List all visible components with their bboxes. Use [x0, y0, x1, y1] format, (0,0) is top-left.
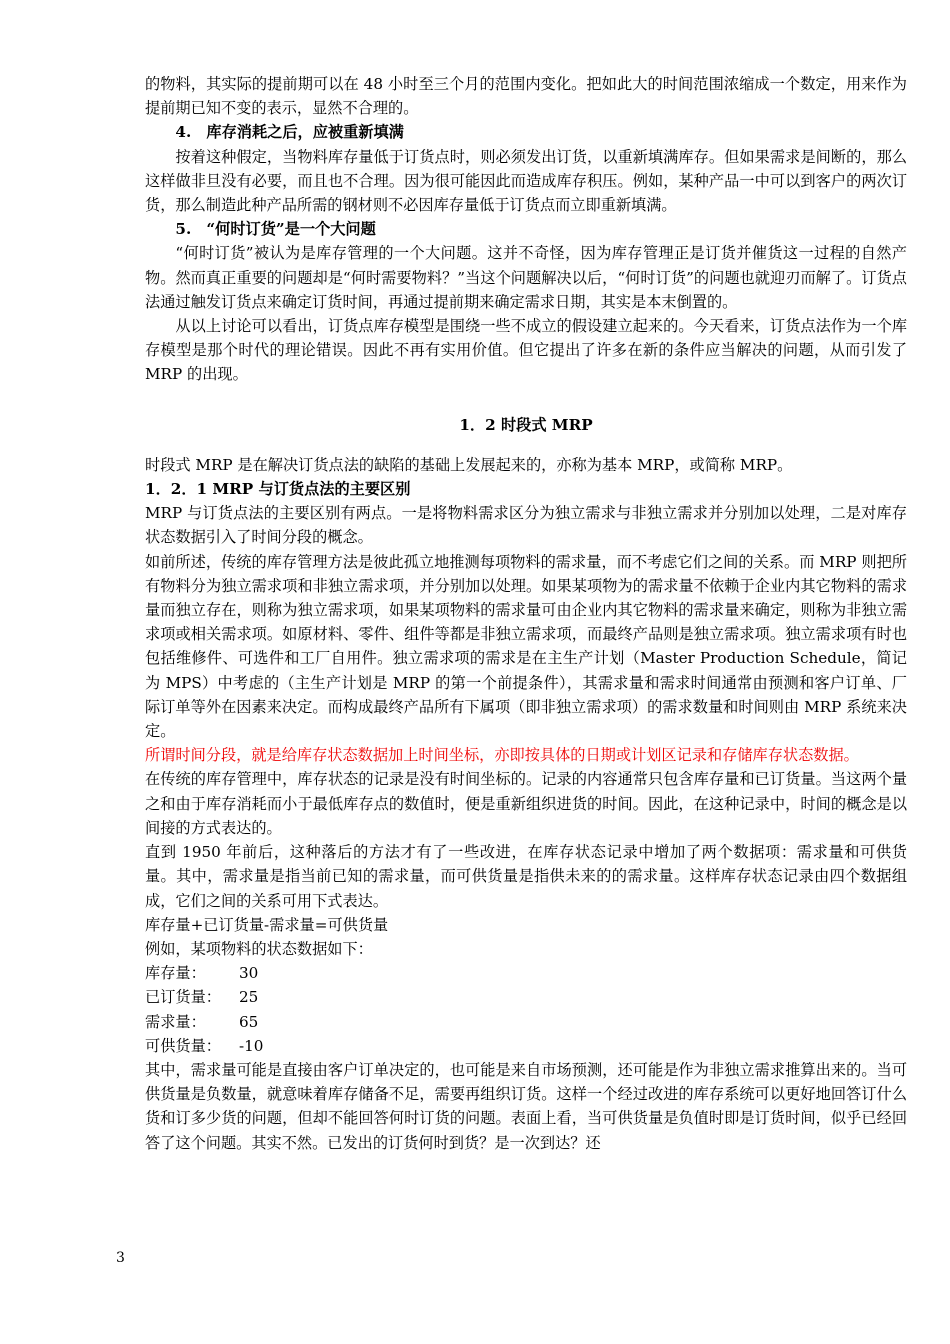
point-5-heading: 5. “何时订货”是一个大问题	[175, 220, 376, 239]
example-value: 65	[239, 1012, 259, 1031]
example-label: 库存量：	[145, 964, 206, 983]
document-page	[145, 72, 907, 1155]
conclusion-paragraph: 从以上讨论可以看出，订货点库存模型是围绕一些不成立的假设建立起来的。今天看来，订货点法作为一个库存模型是那个时代的理论错误。因此不再有实用价值。但它提出了许多在新的条件应当解决的问题，从而引发了 MRP 的出现。	[145, 317, 907, 384]
example-row	[145, 1034, 907, 1058]
page-number: 3	[116, 1250, 125, 1266]
example-intro: 例如，某项物料的状态数据如下：	[145, 939, 373, 958]
body-paragraph: 其中，需求量可能是直接由客户订单决定的，也可能是来自市场预测，还可能是作为非独立需求推算出来的。当可供货量是负数量，就意味着库存储备不足，需要再组织订货。这样一个经过改进的库存系统可以更好地回答订什么货和订多少货的问题，但却不能回答何时订货的问题。表面上看，当可供货量是负值时即是订货时间，似乎已经回答了这个问题。其实不然。已发出的订货何时到货？是一次到达？还	[145, 1060, 907, 1152]
body-paragraph: 直到 1950 年前后，这种落后的方法才有了一些改进，在库存状态记录中增加了两个数据项：需求量和可供货量。其中，需求量是指当前已知的需求量，而可供货量是指供未来的的需求量。这样库存状态记录由四个数据组成，它们之间的关系可用下式表达。	[145, 843, 907, 910]
highlighted-paragraph: 所谓时间分段，就是给库存状态数据加上时间坐标，亦即按具体的日期或计划区记录和存储库存状态数据。	[145, 746, 859, 765]
point-5-body: “何时订货”被认为是库存管理的一个大问题。这并不奇怪，因为库存管理正是订货并催货这一过程的自然产物。然而真正重要的问题却是“何时需要物料？”当这个问题解决以后，“何时订货”的问题也就迎刃而解了。订货点法通过触发订货点来确定订货时间，再通过提前期来确定需求日期，其实是本末倒置的。	[145, 244, 907, 311]
example-row	[145, 961, 907, 985]
point-4-body: 按着这种假定，当物料库存量低于订货点时，则必须发出订货，以重新填满库存。但如果需求是间断的，那么这样做非旦没有必要，而且也不合理。因为很可能因此而造成库存积压。例如，某种产品一中可以到客户的两次订货，那么制造此种产品所需的钢材则不必因库存量低于订货点而立即重新填满。	[145, 147, 907, 215]
formula: 库存量+已订货量-需求量=可供货量	[145, 915, 389, 934]
example-label: 需求量：	[145, 1012, 206, 1031]
section-intro: 时段式 MRP 是在解决订货点法的缺陷的基础上发展起来的，亦称为基本 MRP，或简称 MRP。	[145, 455, 793, 474]
subsection-title: 1．2．1 MRP 与订货点法的主要区别	[145, 480, 411, 499]
section-title: 1．2 时段式 MRP	[459, 415, 593, 434]
example-value: 25	[239, 988, 259, 1007]
paragraph-lead-time: 的物料，其实际的提前期可以在 48 小时至三个月的范围内变化。把如此大的时间范围浓缩成一个数定，用来作为提前期已知不变的表示，显然不合理的。	[145, 75, 907, 118]
body-paragraph: MRP 与订货点法的主要区别有两点。一是将物料需求区分为独立需求与非独立需求并分别加以处理，二是对库存状态数据引入了时间分段的概念。	[145, 504, 907, 547]
point-4-heading: 4. 库存消耗之后，应被重新填满	[175, 123, 404, 142]
example-value: 30	[239, 964, 259, 983]
example-value: -10	[239, 1036, 264, 1055]
example-row	[145, 1010, 907, 1034]
example-label: 可供货量：	[145, 1036, 221, 1055]
body-paragraph: 在传统的库存管理中，库存状态的记录是没有时间坐标的。记录的内容通常只包含库存量和已订货量。当这两个量之和由于库存消耗而小于最低库存点的数值时，便是重新组织进货的时间。因此，在这种记录中，时间的概念是以间接的方式表达的。	[145, 770, 907, 837]
example-row	[145, 985, 907, 1009]
body-paragraph: 如前所述，传统的库存管理方法是彼此孤立地推测每项物料的需求量，而不考虑它们之间的关系。而 MRP 则把所有物料分为独立需求项和非独立需求项，并分别加以处理。如果某项物为的需求量不依赖于企业内其它物料的需求量而独立存在，则称为独立需求项，如果某项物料的需求量可由企业内其它物料的需求量来确定，则称为非独立需求项或相关需求项。如原材料、零件、组件等都是非独立需求项，而最终产品则是独立需求项。独立需求项有时也包括维修件、可选件和工厂自用件。独立需求项的需求是在主生产计划（Master Production Schedule，简记为 MPS）中考虑的（主生产计划是 MRP 的第一个前提条件），其需求量和需求时间通常由预测和客户订单、厂际订单等外在因素来决定。而构成最终产品所有下属项（即非独立需求项）的需求数量和时间则由 MRP 系统来决定。	[145, 552, 907, 741]
example-label: 已订货量：	[145, 988, 221, 1007]
